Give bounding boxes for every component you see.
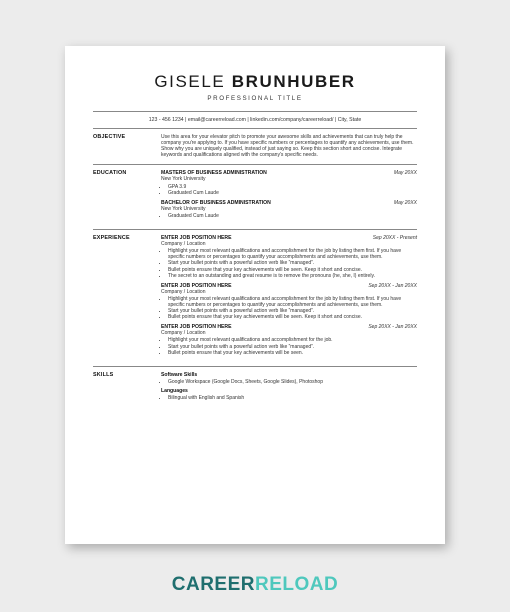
bullet-item: • Highlight your most relevant qualifications and accomplishment for the job by listing them first. If you have specific numbers or percentages to quantify your accomplishments and achievements, use them.	[168, 296, 417, 308]
bullet-list	[161, 296, 417, 320]
education-section	[93, 165, 417, 229]
bullet-list	[161, 395, 417, 401]
bullet-item: • Bullet points ensure that your key achievements will be seen.	[168, 350, 417, 356]
skills-section	[93, 367, 417, 410]
experience-section	[93, 230, 417, 366]
education-body	[161, 170, 417, 223]
bullet-list	[161, 213, 417, 219]
professional-title: PROFESSIONAL TITLE	[207, 95, 303, 102]
section-label: SKILLS	[93, 371, 114, 378]
bullet-item: • Graduated Cum Laude	[168, 190, 417, 196]
section-label: EDUCATION	[93, 170, 127, 177]
skills-body	[161, 372, 417, 404]
school-name: New York University	[161, 176, 206, 183]
bullet-list	[161, 184, 417, 196]
first-name: GISELE	[154, 72, 226, 91]
company-location: Company / Location	[161, 330, 206, 337]
entry-date: Sep 20XX - Jan 20XX	[368, 324, 417, 331]
candidate-name	[93, 72, 417, 92]
degree-title: MASTERS OF BUSINESS ADMINISTRATION	[161, 170, 267, 177]
company-location: Company / Location	[161, 241, 206, 248]
bullet-list	[161, 248, 417, 278]
skill-group	[161, 388, 417, 401]
skill-heading: Software Skills	[161, 371, 198, 378]
education-entry	[161, 200, 417, 219]
objective-text: Use this area for your elevator pitch to promote your awesome skills and achievements that can truly help the company you're applying to. If you have specific numbers or percentages to quantify any achievements, use them. Show why you are uniquely qualified, instead of just saying so. Keep this section short and concise. Integrate keywords and qualifications aligned with the company's specific needs.	[161, 134, 414, 159]
degree-title: BACHELOR OF BUSINESS ADMINISTRATION	[161, 199, 271, 206]
job-position: ENTER JOB POSITION HERE	[161, 235, 232, 242]
section-label: EXPERIENCE	[93, 235, 130, 242]
school-name: New York University	[161, 205, 206, 212]
bullet-item: • Graduated Cum Laude	[168, 213, 417, 219]
bullet-item: • Bilingual with English and Spanish	[168, 395, 417, 401]
bullet-item: • GPA 3.9	[168, 184, 417, 190]
bullet-item: • Bullet points ensure that your key achievements will be seen. Keep it short and concise.	[168, 314, 417, 320]
bullet-list	[161, 379, 417, 385]
bullet-list	[161, 337, 417, 355]
bullet-item: • Start your bullet points with a powerful action verb like “managed”.	[168, 344, 417, 350]
company-location: Company / Location	[161, 288, 206, 295]
bullet-item: • Start your bullet points with a powerful action verb like “managed”.	[168, 308, 417, 314]
education-entry	[161, 170, 417, 195]
bullet-item: • Bullet points ensure that your key achievements will be seen. Keep it short and concise.	[168, 267, 417, 273]
contact-line: 123 - 456 1234 | email@careerreload.com | linkedin.com/company/careerreload/ | City, State	[148, 117, 362, 123]
bullet-item: • The secret to an outstanding and great resume is to remove the pronouns (he, she, I) entirely.	[168, 273, 417, 279]
job-position: ENTER JOB POSITION HERE	[161, 324, 232, 331]
job-position: ENTER JOB POSITION HERE	[161, 282, 232, 289]
resume-page	[65, 46, 445, 544]
last-name: BRUNHUBER	[231, 72, 356, 91]
logo-part-1: CAREER	[171, 574, 255, 595]
entry-date: Sep 20XX - Jan 20XX	[368, 282, 417, 289]
objective-section	[93, 129, 417, 164]
job-entry	[161, 235, 417, 279]
experience-body	[161, 235, 417, 360]
job-entry	[161, 324, 417, 355]
entry-date: May 20XX	[393, 199, 417, 206]
section-label: OBJECTIVE	[93, 134, 126, 140]
skill-heading: Languages	[161, 387, 188, 394]
bullet-item: • Google Workspace (Google Docs, Sheets, Google Slides), Photoshop	[168, 379, 417, 385]
entry-date: May 20XX	[393, 170, 417, 177]
bullet-item: • Start your bullet points with a powerful action verb like “managed”.	[168, 260, 417, 266]
skill-group	[161, 372, 417, 385]
entry-date: Sep 20XX - Present	[372, 235, 417, 242]
bullet-item: • Highlight your most relevant qualifications and accomplishment for the job by listing them first. If you have specific numbers or percentages to quantify your accomplishments and achievements, use them.	[168, 248, 417, 260]
logo-part-2: RELOAD	[255, 574, 339, 595]
bullet-item: • Highlight your most relevant qualifications and accomplishment for the job.	[168, 337, 417, 343]
job-entry	[161, 283, 417, 321]
careerreload-logo	[0, 574, 510, 596]
